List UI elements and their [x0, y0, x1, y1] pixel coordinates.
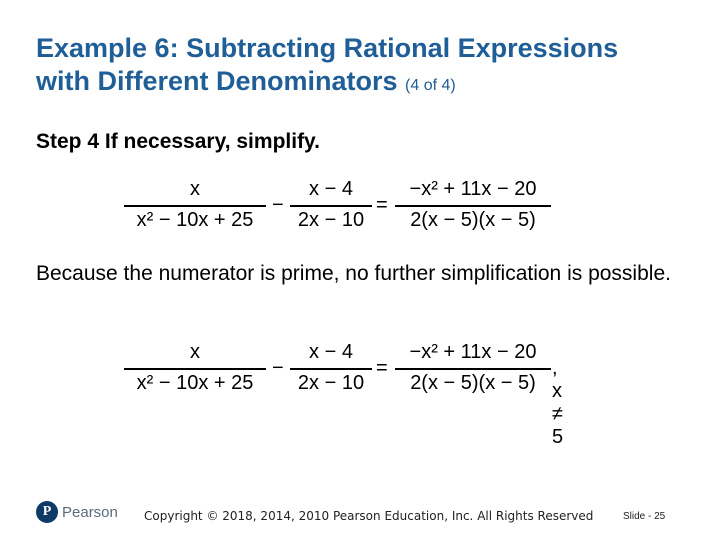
eq1-frac1-denominator: x² − 10x + 25 [136, 209, 254, 231]
eq2-fraction-1 [124, 341, 266, 401]
pearson-logo-icon: P [36, 501, 58, 523]
eq1-frac2-denominator: 2x − 10 [297, 209, 365, 231]
title-line-2: with Different Denominators [36, 66, 398, 96]
eq2-equals-sign: = [376, 357, 388, 379]
eq2-frac2-denominator: 2x − 10 [297, 372, 365, 394]
title-suffix: (4 of 4) [405, 77, 456, 94]
eq1-fraction-2 [290, 178, 372, 238]
eq1-frac3-denominator: 2(x − 5)(x − 5) [410, 209, 536, 231]
step-heading: Step 4 If necessary, simplify. [36, 130, 321, 153]
eq2-frac2-bar [290, 368, 372, 370]
eq1-fraction-1 [124, 178, 266, 238]
eq1-fraction-3 [395, 178, 551, 238]
pearson-logo-text: Pearson [62, 503, 118, 521]
title-line-1: Example 6: Subtracting Rational Expressions [36, 33, 619, 63]
slide-number: Slide - 25 [623, 511, 666, 522]
eq2-fraction-3 [395, 341, 551, 401]
pearson-logo [36, 501, 118, 523]
eq2-frac3-numerator: −x² + 11x − 20 [409, 341, 537, 363]
eq2-frac1-bar [124, 368, 266, 370]
eq2-minus-sign: − [272, 357, 284, 379]
paragraph: Because the numerator is prime, no further simplification is possible. [36, 262, 671, 285]
eq1-equals-sign: = [376, 194, 388, 216]
eq1-frac3-bar [395, 205, 551, 207]
eq1-frac1-bar [124, 205, 266, 207]
eq1-frac2-bar [290, 205, 372, 207]
eq1-minus-sign: − [272, 194, 284, 216]
copyright-notice: Copyright © 2018, 2014, 2010 Pearson Education, Inc. All Rights Reserved [144, 509, 594, 523]
eq1-frac2-numerator: x − 4 [309, 178, 353, 200]
eq2-fraction-2 [290, 341, 372, 401]
eq1-frac3-numerator: −x² + 11x − 20 [409, 178, 537, 200]
slide-title [36, 32, 706, 102]
eq1-frac1-numerator: x [190, 178, 200, 200]
eq2-frac1-numerator: x [190, 341, 200, 363]
eq2-frac2-numerator: x − 4 [309, 341, 353, 363]
eq2-frac1-denominator: x² − 10x + 25 [136, 372, 254, 394]
eq2-frac3-bar [395, 368, 551, 370]
eq2-condition: , x ≠ 5 [552, 357, 564, 448]
eq2-frac3-denominator: 2(x − 5)(x − 5) [410, 372, 536, 394]
